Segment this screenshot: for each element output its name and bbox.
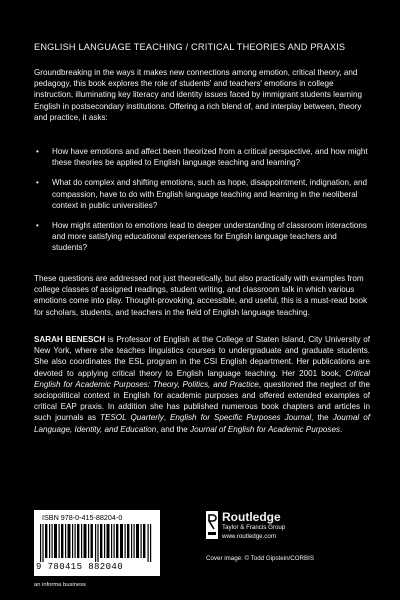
isbn-label: ISBN 978-0-415-88204-0	[42, 513, 123, 522]
cover-credit: Cover image: © Todd Gipstein/CORBIS	[206, 555, 314, 562]
bullet-icon: •	[36, 147, 39, 156]
publisher-name: Routledge	[222, 510, 281, 524]
barcode-digits: 9 780415 882040	[36, 562, 124, 572]
publisher-url[interactable]: www.routledge.com	[222, 533, 276, 540]
imprint-tagline: an informa business	[34, 582, 86, 588]
series-header: ENGLISH LANGUAGE TEACHING / CRITICAL THEORIES AND PRAXIS	[34, 42, 346, 52]
routledge-logo-icon	[206, 511, 218, 539]
list-item: • What do complex and shifting emotions, such as hope, disappointment, indignation, and compassion, have to do with English language teaching and learning in the neoliberal context in public universities?	[36, 178, 367, 210]
barcode	[34, 510, 160, 576]
question-list	[34, 146, 370, 263]
list-item: • How might attention to emotions lead to deeper understanding of classroom interactions and more satisfying educational experiences for English language teachers and students?	[36, 221, 367, 253]
book-title: Critical English for Academic Purposes: Theory, Politics, and Practice	[34, 368, 370, 389]
journal-title: Journal of English for Academic Purposes	[190, 424, 340, 434]
summary-paragraph: These questions are addressed not just theoretically, but also practically with examples from college classes of assigned readings, student writing, and classroom talk in which various emotions come into play. Thought-provoking, accessible, and useful, this is a must-read book for scholars, students, and teachers in the field of English language teaching.	[34, 274, 368, 317]
bullet-icon: •	[36, 178, 39, 188]
publisher-group: Taylor & Francis Group	[222, 524, 286, 531]
journal-title: TESOL Quarterly	[100, 413, 164, 423]
publisher-logo	[206, 510, 366, 550]
journal-title: Journal of Language, Identity, and Education	[34, 413, 370, 434]
author-name: SARAH BENESCH	[34, 335, 106, 344]
journal-title: English for Specific Purposes Journal	[170, 413, 312, 423]
list-item: • How have emotions and affect been theorized from a critical perspective, and how might these theories be applied to English language teaching and learning?	[36, 147, 368, 168]
bullet-icon: •	[36, 221, 39, 231]
intro-paragraph: Groundbreaking in the ways it makes new connections among emotion, critical theory, and pedagogy, this book explores the role of students' and teachers' emotions in college instruction, illuminating key literacy and identity issues faced by immigrant students learning English in postsecondary institutions. Offering a rich blend of, and interplay between, theory and practice, it asks:	[34, 68, 362, 122]
author-bio: SARAH BENESCH is Professor of English at the College of Staten Island, City University of New York, where she teaches linguistics courses to undergraduate and graduate students. She also coordinates the ESL program in the CSI English department. Her publications are devoted to applying critical theory to English language teaching. Her 2001 book, Critical English for Academic Purposes: Theory, Politics, and Practice, questioned the neglect of the sociopolitical context in English for academic purposes and offered extended examples of critical EAP praxis. In addition she has published numerous book chapters and articles in such journals as TESOL Quarterly, English for Specific Purposes Journal, the Journal of Language, Identity, and Education, and the Journal of English for Academic Purposes.	[34, 335, 371, 434]
barcode-bars-icon	[40, 524, 154, 562]
